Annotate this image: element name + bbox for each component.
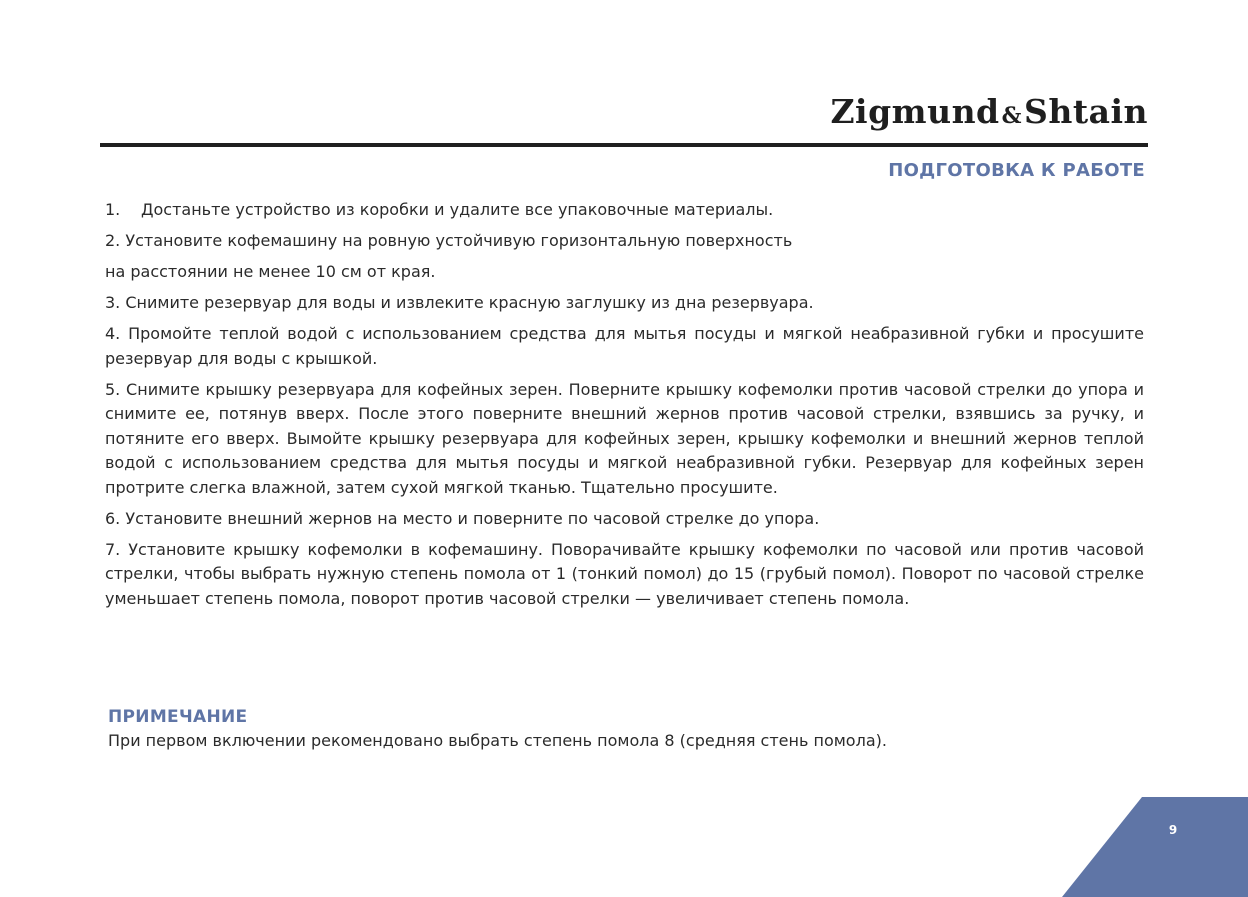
brand-logo bbox=[830, 92, 1148, 131]
step-2-continuation: на расстоянии не менее 10 см от края. bbox=[105, 262, 436, 281]
step-7: 7. Установите крышку кофемолки в кофемашину. Поворачивайте крышку кофемолки по часовой или против часовой стрелки, чтобы выбрать нужную степень помола от 1 (тонкий помол) до 15 (грубый помол). Поворот по часовой стрелке уменьшает степень помола, поворот против часовой стрелки — увеличивает степень помола. bbox=[105, 539, 1144, 608]
header-divider bbox=[100, 143, 1148, 147]
instructions-list bbox=[105, 198, 1144, 618]
step-4: 4. Промойте теплой водой с использованием средства для мытья посуды и мягкой неабразивной губки и просушите резервуар для воды с крышкой. bbox=[105, 324, 1144, 368]
page-number: 9 bbox=[1168, 823, 1178, 837]
note-title: ПРИМЕЧАНИЕ bbox=[108, 707, 248, 727]
step-1-text: Достаньте устройство из коробки и удалите все упаковочные материалы. bbox=[141, 200, 774, 219]
step-1 bbox=[105, 198, 1144, 223]
step-6: 6. Установите внешний жернов на место и поверните по часовой стрелке до упора. bbox=[105, 508, 820, 528]
step-2: 2. Установите кофемашину на ровную устойчивую горизонтальную поверхность bbox=[105, 231, 793, 250]
brand-name-right: Shtain bbox=[1024, 92, 1148, 131]
section-title: ПОДГОТОВКА К РАБОТЕ bbox=[888, 160, 1145, 181]
step-3: 3. Снимите резервуар для воды и извлеките красную заглушку из дна резервуара. bbox=[105, 293, 814, 312]
brand-name-left: Zigmund bbox=[830, 92, 1000, 131]
step-5: 5. Снимите крышку резервуара для кофейных зерен. Поверните крышку кофемолки против часовой стрелки до упора и снимите ее, потянув вверх. После этого поверните внешний жернов против часовой стрелки, взявшись за ручку, и потяните его вверх. Вымойте крышку резервуара для кофейных зерен, крышку кофемолки и внешний жернов теплой водой с использованием средства для мытья посуды и мягкой неабразивной губки. Резервуар для кофейных зерен протрите слегка влажной, затем сухой мягкой тканью. Тщательно просушите. bbox=[105, 379, 1144, 497]
note-text: При первом включении рекомендовано выбрать степень помола 8 (средняя стень помола). bbox=[108, 731, 887, 750]
page-corner-decoration bbox=[1062, 797, 1248, 897]
brand-ampersand: & bbox=[1001, 103, 1023, 129]
step-1-number: 1. bbox=[105, 200, 121, 219]
